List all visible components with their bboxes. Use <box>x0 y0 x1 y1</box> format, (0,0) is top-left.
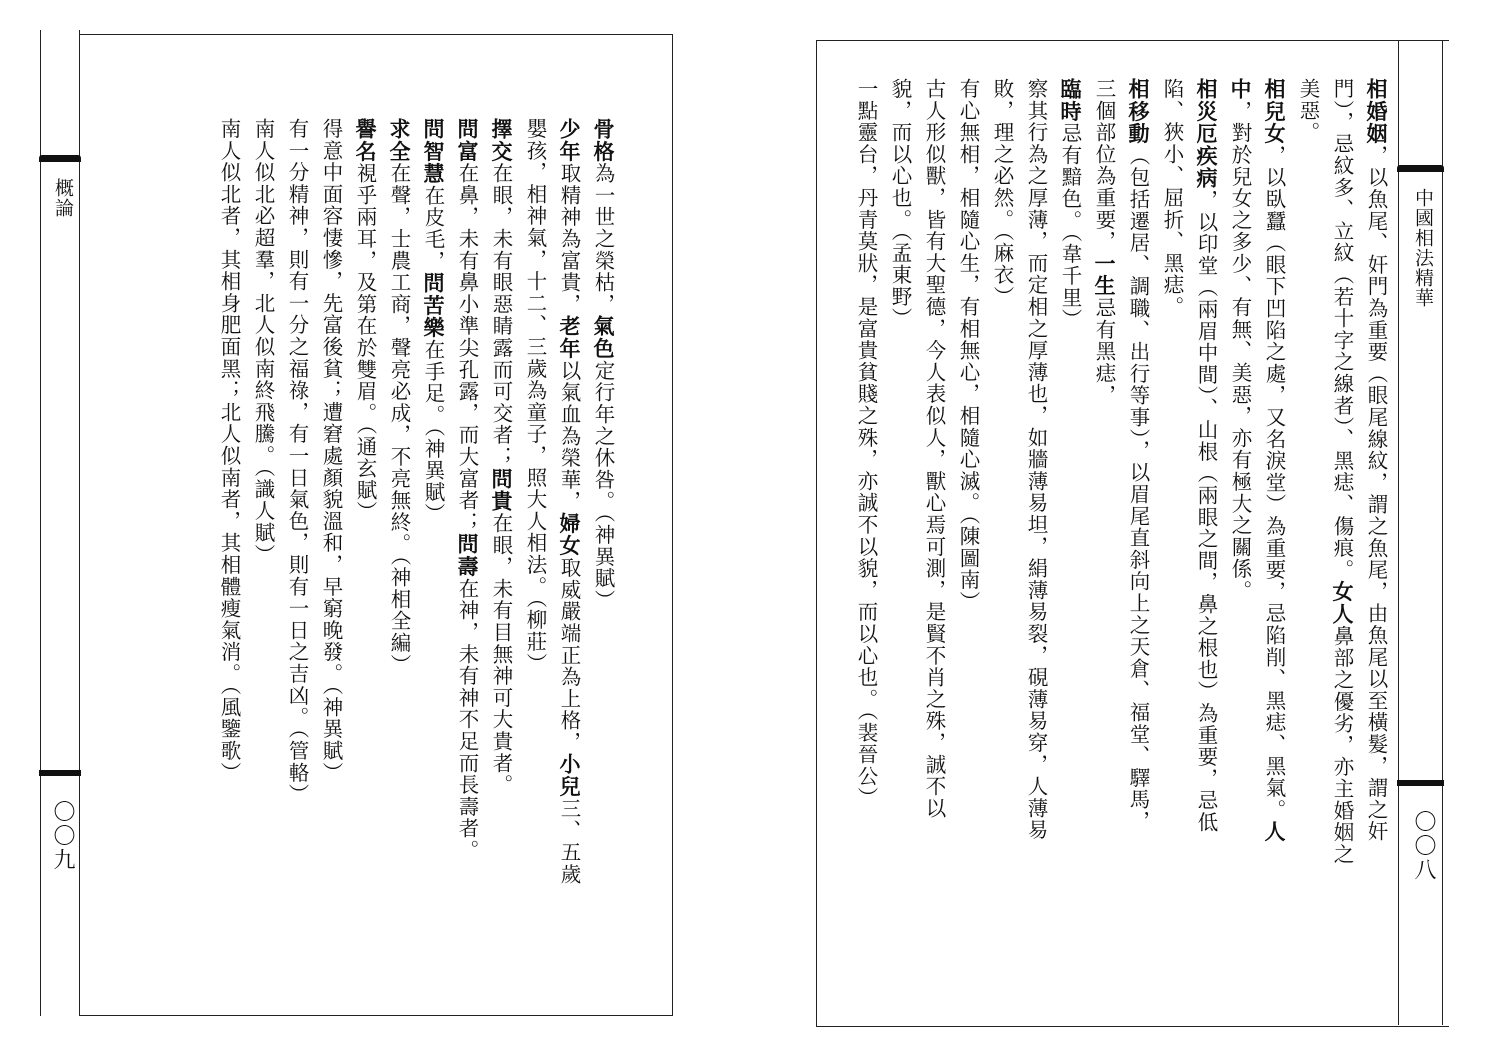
text-column <box>246 118 280 988</box>
text-column <box>1359 78 1393 1008</box>
text-column <box>849 78 883 1008</box>
text-column <box>1019 78 1053 1008</box>
text-run: 在鼻，未有鼻小準尖孔露，而大富者； <box>455 162 479 534</box>
keyword: 臨時 <box>1058 78 1083 123</box>
keyword: 一生 <box>1092 252 1117 298</box>
section-label: 中國相法精華 <box>1412 188 1434 308</box>
text-run: 三個部位為重要， <box>1092 78 1116 253</box>
keyword: 婦女 <box>557 512 582 558</box>
strip-divider <box>39 770 81 776</box>
text-column <box>212 118 246 988</box>
text-column <box>1087 78 1121 1008</box>
text-run: 鼻部之優劣，亦主婚姻之 <box>1330 625 1354 866</box>
text-run: 在神，未有神不足而長壽者。 <box>455 577 479 862</box>
keyword: 人 <box>1262 820 1287 844</box>
text-run: 以氣血為榮華， <box>557 359 581 513</box>
text-run: 有心無相，相隨心生，有相無心，相隨心滅。（陳圖南） <box>956 78 980 613</box>
right-margin-strip <box>1398 40 1443 1025</box>
text-run: 定行年之休咎。（神異賦） <box>591 359 615 612</box>
text-column <box>552 118 586 988</box>
text-column <box>1325 78 1359 1008</box>
text-column <box>280 118 314 988</box>
text-column <box>484 118 518 988</box>
text-column <box>1189 78 1223 1008</box>
right-page <box>750 0 1501 1047</box>
text-column <box>314 118 348 988</box>
strip-cap <box>1397 165 1444 172</box>
page-number: 〇〇八 <box>1411 810 1436 882</box>
keyword: 相兒女 <box>1262 78 1287 145</box>
keyword: 氣色 <box>591 315 616 360</box>
keyword: 骨格 <box>591 118 616 163</box>
strip-cap <box>39 155 81 162</box>
text-column <box>985 78 1019 1008</box>
text-run: 在皮毛， <box>421 184 445 273</box>
text-run: 察其行為之厚薄，而定相之厚薄也，如牆薄易坦，絹薄易裂，硯薄易穿，人薄易 <box>1024 78 1048 841</box>
text-run: ，以臥蠶（眼下凹陷之處，又名淚堂）為重要，忌陷削、黑痣、黑氣。 <box>1262 144 1286 821</box>
text-column <box>1053 78 1087 1008</box>
left-margin-strip <box>40 30 80 1016</box>
keyword: 譽名 <box>353 118 378 163</box>
text-run: 敗，理之必然。（麻衣） <box>990 78 1014 308</box>
text-column <box>1121 78 1155 1008</box>
text-column <box>518 118 552 988</box>
text-column <box>1223 78 1257 1008</box>
text-run: ，以魚尾、奸門為重要（眼尾線紋，謂之魚尾，由魚尾以至橫髮，謂之奸 <box>1364 144 1388 843</box>
text-run: 門），忌紋多、立紋（若十字之線者）、黑痣、傷痕。 <box>1330 78 1354 581</box>
keyword: 擇交 <box>489 118 514 163</box>
text-run: 陷、狹小、屈折、黑痣。 <box>1160 78 1184 318</box>
keyword: 求全 <box>387 118 412 163</box>
keyword: 問貴 <box>489 467 514 513</box>
text-column <box>586 118 620 988</box>
page-number: 〇〇九 <box>50 800 75 872</box>
text-run: 在眼，未有眼惡睛露而可交者； <box>489 162 513 468</box>
strip-divider <box>1397 780 1444 786</box>
text-column <box>382 118 416 988</box>
keyword: 問苦樂 <box>421 272 446 340</box>
keyword: 少年 <box>557 118 582 163</box>
left-page <box>0 0 750 1047</box>
text-run: 有一分精神，則有一分之福祿，有一日氣色，則有一日之吉凶。（管輅） <box>285 118 309 806</box>
text-run: 忌有黯色。（韋千里） <box>1058 122 1082 331</box>
text-run: ，對於兒女之多少、有無、美惡，亦有極大之關係。 <box>1228 100 1252 602</box>
text-run: 三、五歲 <box>557 797 581 886</box>
text-run: 得意中面容悽慘，先富後貧；遭窘處顏貌溫和，早窮晚發。（神異賦） <box>319 118 343 784</box>
text-run: 一點靈台，丹青莫狀，是富貴貧賤之殊，亦誠不以貌，而以心也。（裴晉公） <box>854 78 878 809</box>
text-run: ，以印堂（兩眉中間）、山根（兩眼之間，鼻之根也）為重要，忌低 <box>1194 189 1218 834</box>
text-run: 忌有黑痣， <box>1092 297 1116 407</box>
text-run: 古人形似獸，皆有大聖德，今人表似人，獸心焉可測，是賢不肖之殊，誠不以 <box>922 78 946 820</box>
text-column <box>1291 78 1325 1008</box>
text-run: 在手足。（神異賦） <box>421 339 445 525</box>
text-column <box>450 118 484 988</box>
text-run: 美惡。 <box>1296 78 1320 144</box>
text-columns <box>833 78 1393 1008</box>
text-run: 貌，而以心也。（孟東野） <box>888 78 912 330</box>
text-column <box>1257 78 1291 1008</box>
keyword: 問壽 <box>455 533 480 578</box>
text-column <box>883 78 917 1008</box>
keyword: 問智慧 <box>421 118 446 185</box>
text-run: 取威嚴端正為上格， <box>557 557 581 754</box>
section-label: 概論 <box>52 178 74 218</box>
keyword: 中 <box>1228 78 1253 101</box>
keyword: 小兒 <box>557 753 582 798</box>
text-column <box>348 118 382 988</box>
text-run: 視乎兩耳，及第在於雙眉。（通玄賦） <box>353 162 377 523</box>
text-column <box>917 78 951 1008</box>
text-run: 在眼，未有目無神可大貴者。 <box>489 512 513 796</box>
text-run: （包括遷居、調職、出行等事），以眉尾直斜向上之天倉、福堂、驛馬， <box>1126 144 1150 833</box>
keyword: 老年 <box>557 315 582 360</box>
keyword: 相移動 <box>1126 78 1151 145</box>
text-run: 取精神為富貴， <box>557 162 581 316</box>
text-run: 為一世之榮枯， <box>591 162 615 316</box>
text-run: 在聲，士農工商，聲亮必成，不亮無終。（神相全編） <box>387 162 411 676</box>
keyword: 相災厄疾病 <box>1194 78 1219 190</box>
text-column <box>951 78 985 1008</box>
text-run: 南人似北必超羣，北人似南終飛騰。（識人賦） <box>251 118 275 566</box>
text-columns <box>210 118 620 988</box>
text-column <box>1155 78 1189 1008</box>
keyword: 問富 <box>455 118 480 163</box>
keyword: 女人 <box>1330 580 1355 626</box>
text-column <box>416 118 450 988</box>
text-run: 南人似北者，其相身肥面黑；北人似南者，其相體瘦氣消。（風鑒歌） <box>217 118 241 784</box>
keyword: 相婚姻 <box>1364 78 1389 145</box>
text-run: 嬰孩，相神氣，十二、三歲為童子，照大人相法。（柳莊） <box>523 118 547 675</box>
